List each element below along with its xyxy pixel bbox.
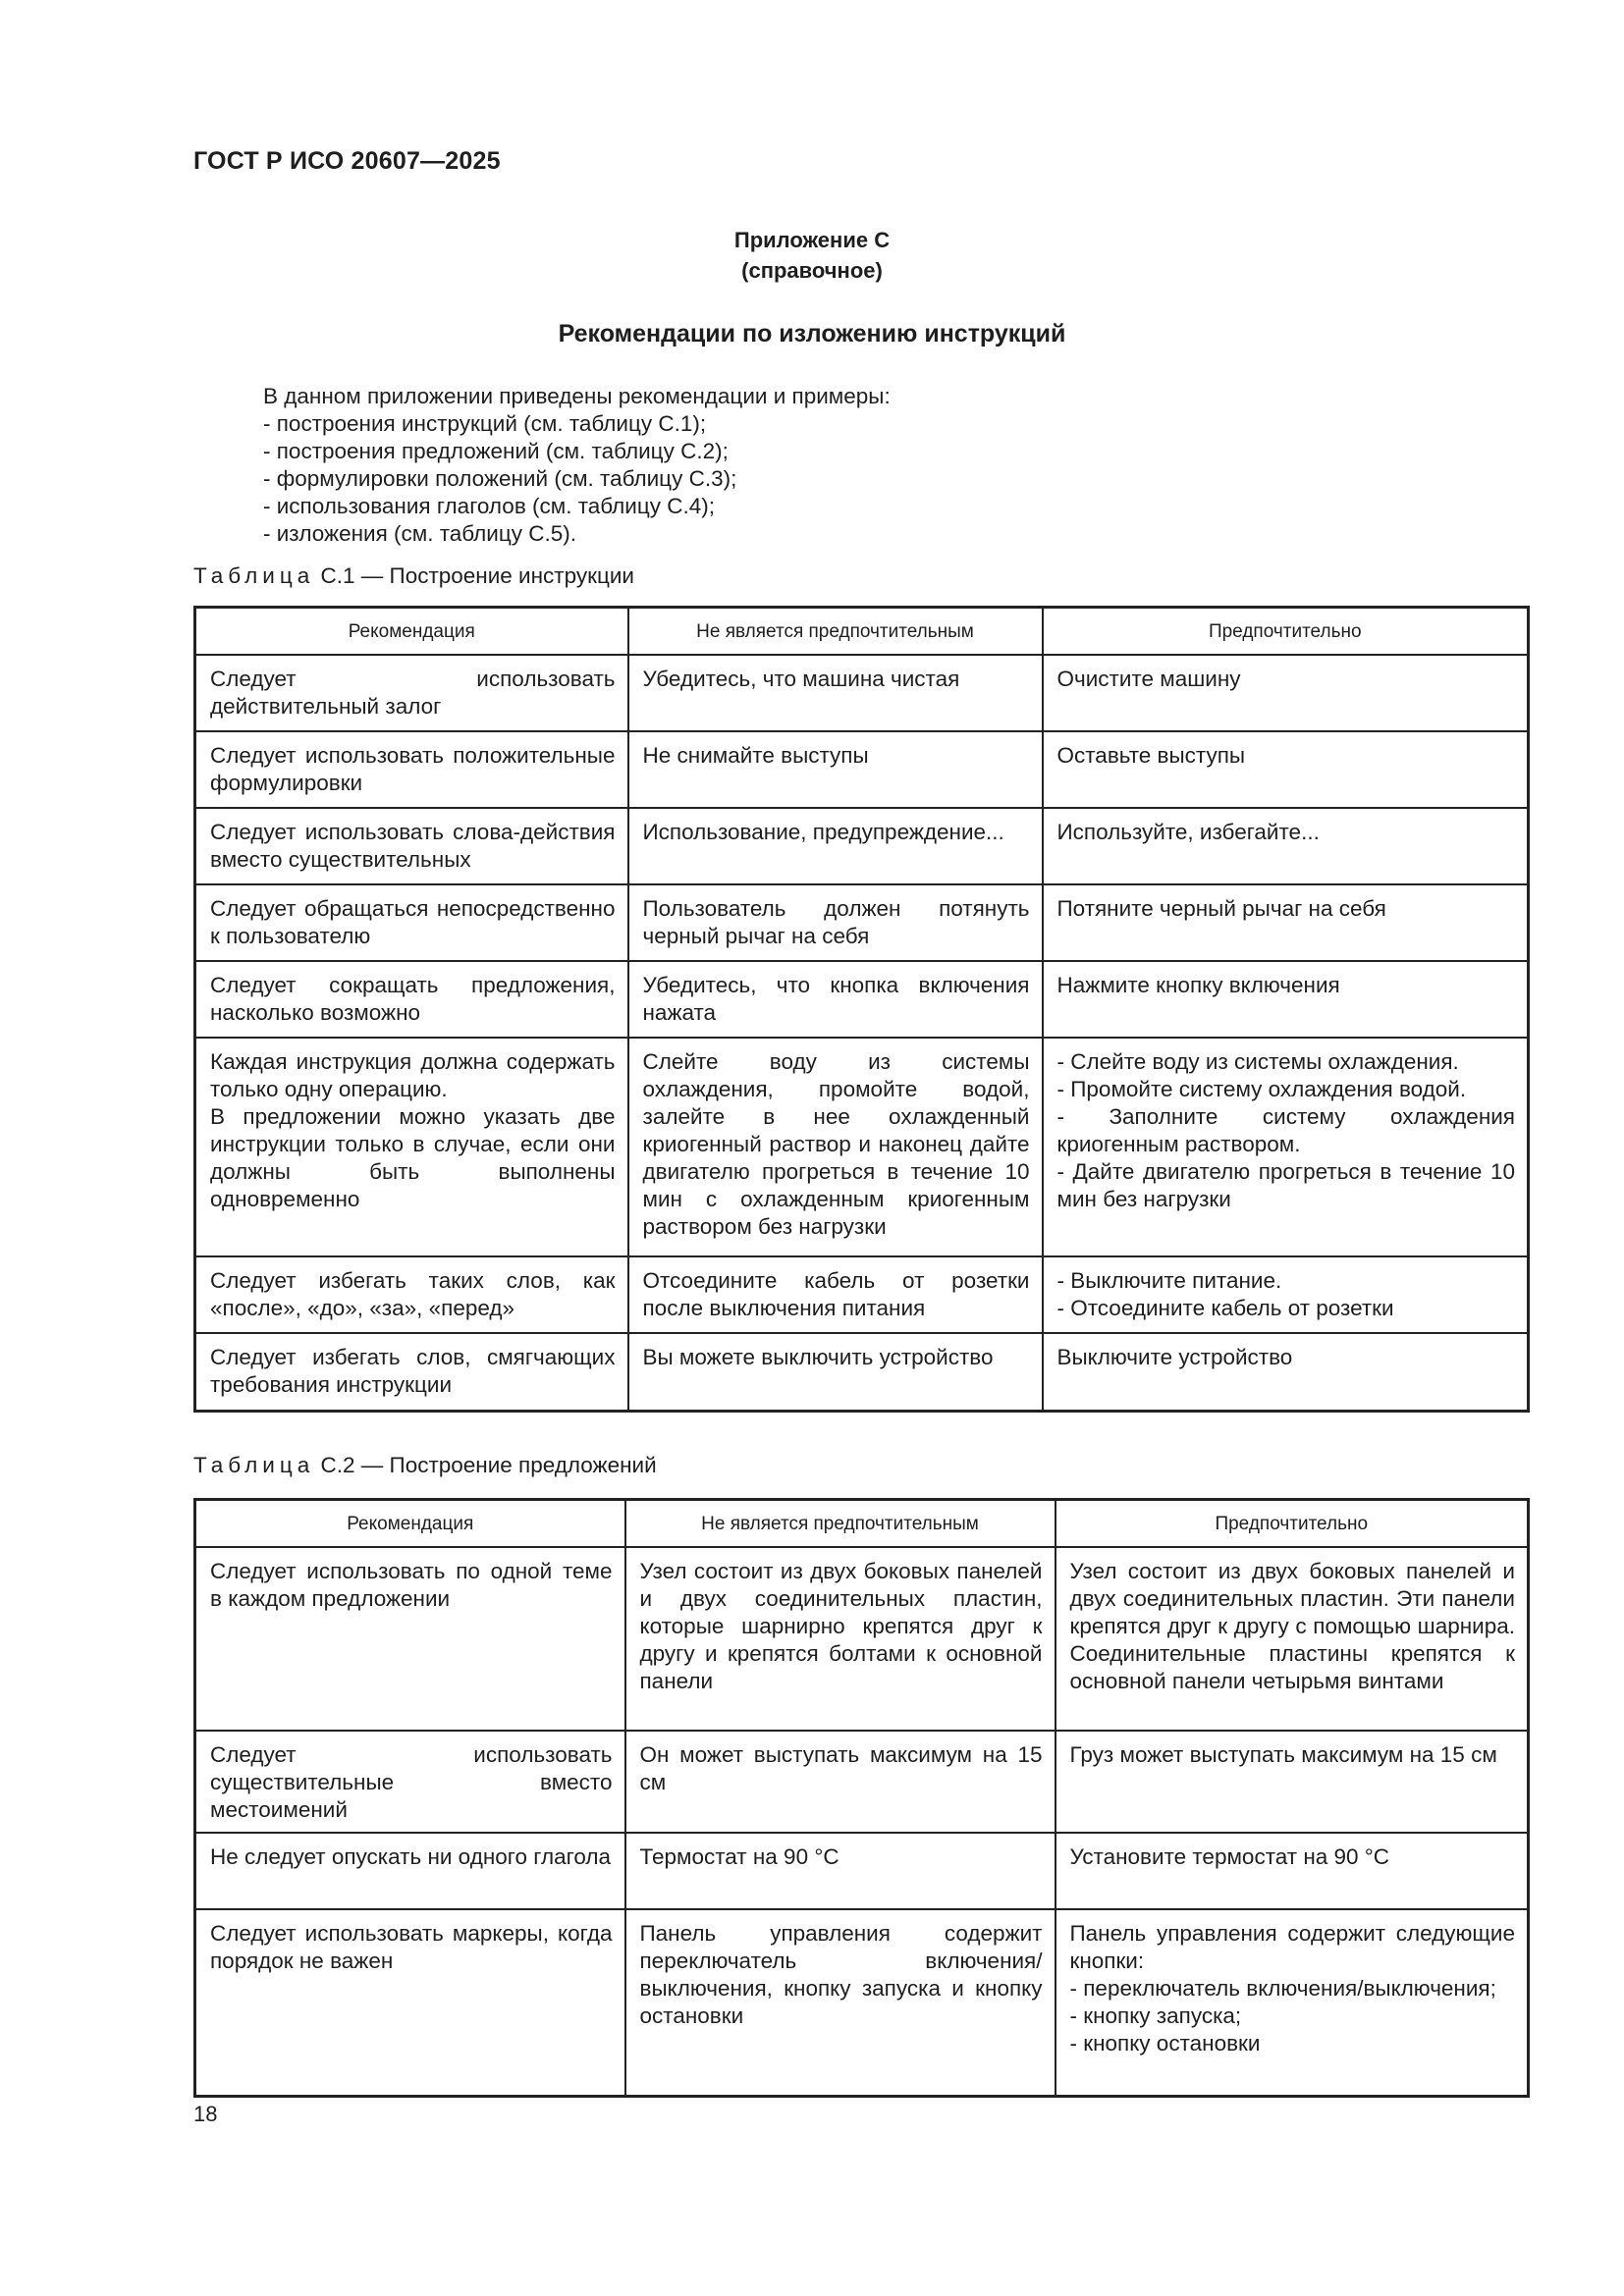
table-row	[195, 1038, 1529, 1256]
table-cell: Панель управления содержит переключатель включения/выключения, кнопку запуска и кнопку остановки	[625, 1909, 1056, 2096]
caption-text: С.2 — Построение предложений	[320, 1453, 657, 1477]
table-c2-body	[195, 1547, 1529, 2096]
table-row	[195, 1256, 1529, 1333]
table-cell: Груз может выступать максимум на 15 см	[1056, 1731, 1529, 1833]
column-header: Не является предпочтительным	[625, 1500, 1056, 1548]
table-cell: Узел состоит из двух боковых панелей и двух соединительных пластин. Эти панели крепятся друг к другу с помощью шарнира. Соединительные пластины крепятся к основной панели четырьмя винтами	[1056, 1547, 1529, 1731]
intro-paragraph	[263, 383, 891, 548]
table-cell: Выключите устройство	[1043, 1333, 1529, 1411]
table-cell: Следует обращаться непосредственно к пользователю	[195, 884, 628, 961]
caption-label: Таблица	[193, 1453, 315, 1477]
table-cell: Оставьте выступы	[1043, 731, 1529, 808]
table-row	[195, 808, 1529, 884]
table-cell: Следует использовать слова-действия вместо существительных	[195, 808, 628, 884]
table-cell: Используйте, избегайте...	[1043, 808, 1529, 884]
table-cell: Панель управления содержит следующие кнопки: - переключатель включения/выключения; - кнопку запуска; - кнопку остановки	[1056, 1909, 1529, 2096]
caption-text: С.1 — Построение инструкции	[320, 563, 634, 588]
table-row	[195, 731, 1529, 808]
table-cell: Следует использовать существительные вместо местоимений	[195, 1731, 625, 1833]
table-cell: Очистите машину	[1043, 655, 1529, 731]
table-cell: Нажмите кнопку включения	[1043, 961, 1529, 1038]
intro-list-item: - построения инструкций (см. таблицу С.1);	[263, 411, 707, 436]
table-cell: Каждая инструкция должна содержать только одну операцию. В предложении можно указать две инструкции только в случае, если они должны быть выполнены одновременно	[195, 1038, 628, 1256]
page-number: 18	[193, 2102, 218, 2126]
table-c2	[193, 1498, 1530, 2098]
table-cell: Следует избегать таких слов, как «после», «до», «за», «перед»	[195, 1256, 628, 1333]
table-cell: Убедитесь, что кнопка включения нажата	[628, 961, 1043, 1038]
table-cell: Следует использовать по одной теме в каждом предложении	[195, 1547, 625, 1731]
table-row	[195, 655, 1529, 731]
intro-list-item: - формулировки положений (см. таблицу С.3);	[263, 466, 737, 491]
intro-lead: В данном приложении приведены рекомендации и примеры:	[263, 384, 891, 408]
table-header-row	[195, 608, 1529, 656]
column-header: Рекомендация	[195, 1500, 625, 1548]
section-title: Рекомендации по изложению инструкций	[558, 320, 1066, 347]
column-header: Предпочтительно	[1043, 608, 1529, 656]
table-cell: Термостат на 90 °С	[625, 1833, 1056, 1909]
table-row	[195, 1333, 1529, 1411]
appendix-kind: (справочное)	[741, 258, 883, 283]
table-row	[195, 1909, 1529, 2096]
table-cell: Убедитесь, что машина чистая	[628, 655, 1043, 731]
intro-list-item: - построения предложений (см. таблицу С.2);	[263, 439, 729, 463]
table-row	[195, 1833, 1529, 1909]
appendix-title: Приложение С	[733, 228, 891, 252]
column-header: Рекомендация	[195, 608, 628, 656]
table-cell: Отсоедините кабель от розетки после выключения питания	[628, 1256, 1043, 1333]
table-cell: Следует сокращать предложения, насколько возможно	[195, 961, 628, 1038]
table-cell: Следует использовать действительный залог	[195, 655, 628, 731]
intro-list-item: - использования глаголов (см. таблицу С.4);	[263, 494, 716, 518]
table-c1	[193, 606, 1530, 1413]
table-cell: Пользователь должен потянуть черный рычаг на себя	[628, 884, 1043, 961]
table-cell: Потяните черный рычаг на себя	[1043, 884, 1529, 961]
table-cell: Он может выступать максимум на 15 см	[625, 1731, 1056, 1833]
table-c1-caption	[193, 563, 634, 589]
table-header-row	[195, 1500, 1529, 1548]
document-code: ГОСТ Р ИСО 20607—2025	[193, 147, 501, 175]
table-row	[195, 884, 1529, 961]
table-cell: Установите термостат на 90 °С	[1056, 1833, 1529, 1909]
caption-label: Таблица	[193, 563, 315, 588]
intro-list-item: - изложения (см. таблицу С.5).	[263, 521, 577, 546]
table-row	[195, 1547, 1529, 1731]
table-cell: Не следует опускать ни одного глагола	[195, 1833, 625, 1909]
column-header: Не является предпочтительным	[628, 608, 1043, 656]
table-cell: Следует использовать положительные формулировки	[195, 731, 628, 808]
table-row	[195, 1731, 1529, 1833]
table-row	[195, 961, 1529, 1038]
table-cell: Слейте воду из системы охлаждения, промойте водой, залейте в нее охлажденный криогенный раствор и наконец дайте двигателю прогреться в течение 10 мин с охлажденным криогенным раствором без нагрузки	[628, 1038, 1043, 1256]
column-header: Предпочтительно	[1056, 1500, 1529, 1548]
table-c2-caption	[193, 1453, 657, 1478]
table-cell: Не снимайте выступы	[628, 731, 1043, 808]
table-cell: - Выключите питание. - Отсоедините кабель от розетки	[1043, 1256, 1529, 1333]
table-cell: Узел состоит из двух боковых панелей и двух соединительных пластин, которые шарнирно крепятся друг к другу и крепятся болтами к основной панели	[625, 1547, 1056, 1731]
table-c1-body	[195, 655, 1529, 1411]
table-cell: - Слейте воду из системы охлаждения. - Промойте систему охлаждения водой. - Заполните систему охлаждения криогенным раствором. - Дайте двигателю прогреться в течение 10 мин без нагрузки	[1043, 1038, 1529, 1256]
table-cell: Следует использовать маркеры, когда порядок не важен	[195, 1909, 625, 2096]
table-cell: Использование, предупреждение...	[628, 808, 1043, 884]
table-cell: Следует избегать слов, смягчающих требования инструкции	[195, 1333, 628, 1411]
table-cell: Вы можете выключить устройство	[628, 1333, 1043, 1411]
